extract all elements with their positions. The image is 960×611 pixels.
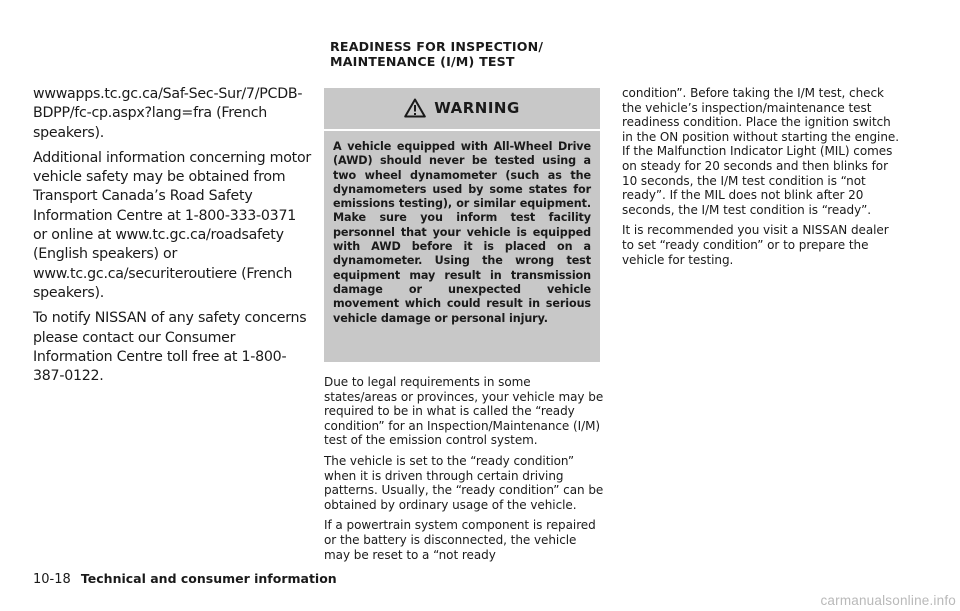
page-footer — [33, 571, 337, 587]
watermark: carmanualsonline.info — [820, 593, 956, 608]
warning-header — [324, 88, 600, 128]
paragraph: Due to legal requirements in some states/areas or provinces, your vehicle may be required to be in what is called the “ready condition” for an Inspection/Maintenance (I/M) test of the emission control system. — [324, 375, 604, 448]
warning-box — [324, 88, 600, 362]
paragraph: condition”. Before taking the I/M test, check the vehicle’s inspection/maintenance test readiness condition. Place the ignition switch in the ON position without starting the engine. If the Malfunction Indicator Light (MIL) comes on steady for 20 seconds and then blinks for 10 seconds, the I/M test condition is “not ready”. If the MIL does not blink after 20 seconds, the I/M test condition is “ready”. — [622, 86, 899, 217]
warning-triangle-icon — [404, 98, 426, 118]
left-column — [33, 85, 311, 392]
warning-divider — [324, 129, 600, 131]
paragraph: wwwapps.tc.gc.ca/Saf-Sec-Sur/7/PCDB-BDPP/fc-cp.aspx?lang=fra (French speakers). — [33, 86, 303, 141]
chapter-title: Technical and consumer information — [80, 571, 337, 586]
paragraph: The vehicle is set to the “ready condition” when it is driven through certain driving patterns. Usually, the “ready condition” can be obtained by ordinary usage of the vehicle. — [324, 453, 604, 512]
page-number: 10-18 — [33, 572, 71, 587]
paragraph: Additional information concerning motor vehicle safety may be obtained from Transport Canada’s Road Safety Information Centre at 1-800-333-0371 or online at www.tc.gc.ca/roadsafety (English speakers) or www.tc.gc.ca/securiteroutiere (French speakers). — [33, 149, 311, 301]
paragraph: If a powertrain system component is repaired or the battery is disconnected, the vehicle may be reset to a “not ready — [324, 518, 596, 562]
warning-title: WARNING — [434, 99, 520, 117]
right-column — [622, 86, 902, 273]
paragraph: To notify NISSAN of any safety concerns please contact our Consumer Information Centre toll free at 1-800-387-0122. — [33, 310, 307, 385]
section-heading: READINESS FOR INSPECTION/ MAINTENANCE (I/M) TEST — [330, 39, 544, 69]
middle-column — [324, 375, 604, 568]
paragraph: It is recommended you visit a NISSAN dealer to set “ready condition” or to prepare the vehicle for testing. — [622, 223, 889, 267]
warning-text: A vehicle equipped with All-Wheel Drive (AWD) should never be tested using a two wheel dynamometer (such as the dynamometers used by some states for emissions testing), or similar equipment. Make sure you inform test facility personnel that your vehicle is equipped with AWD before it is placed on a dynamometer. Using the wrong test equipment may result in transmission damage or unexpected vehicle movement which could result in serious vehicle damage or personal injury. — [333, 140, 591, 325]
